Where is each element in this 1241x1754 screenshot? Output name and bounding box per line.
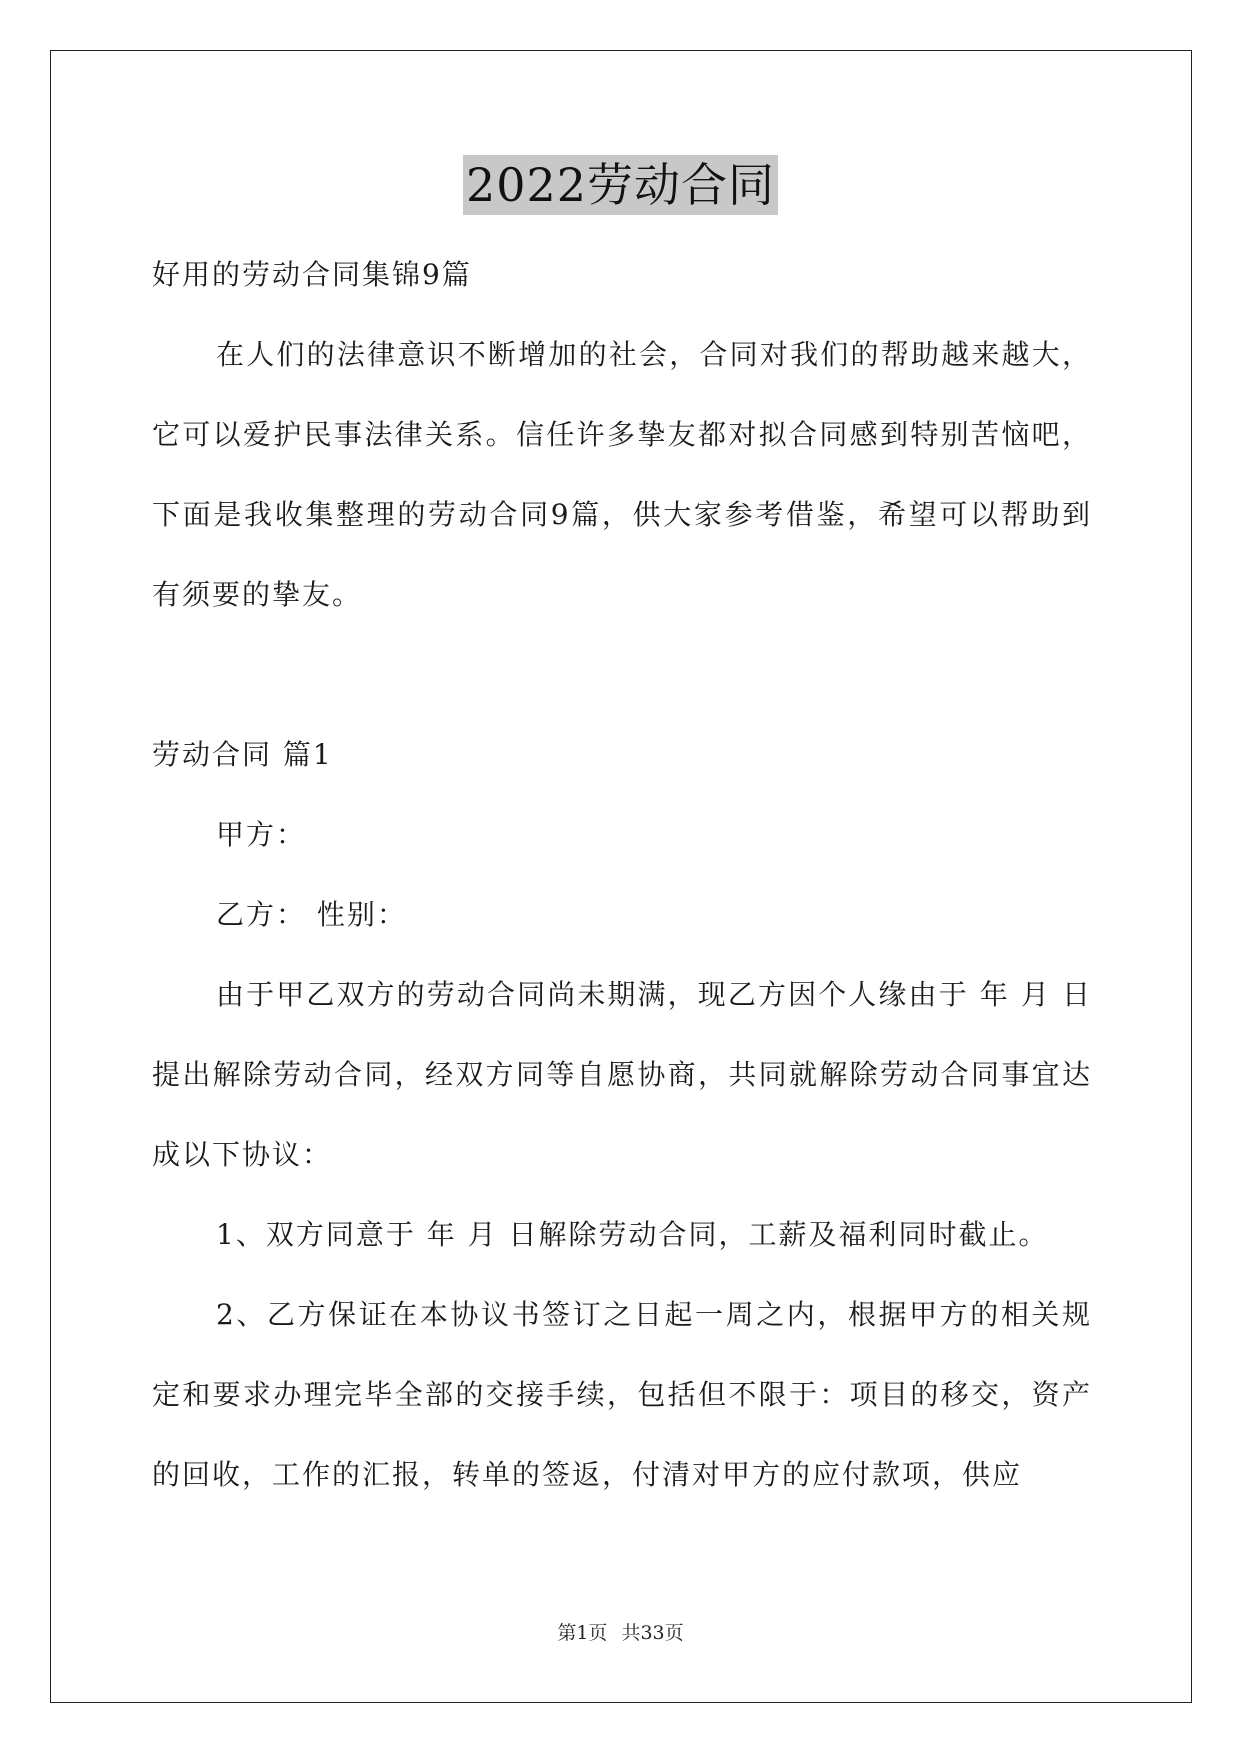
title-container	[0, 155, 1241, 215]
page-footer	[0, 1618, 1241, 1645]
intro-paragraph: 在人们的法律意识不断增加的社会，合同对我们的帮助越来越大，它可以爱护民事法律关系。信任许多挚友都对拟合同感到特别苦恼吧，下面是我收集整理的劳动合同9篇，供大家参考借鉴，希望可以帮助到有须要的挚友。	[152, 338, 1092, 611]
page-number: 第1页	[557, 1622, 608, 1644]
subtitle: 好用的劳动合同集锦9篇	[152, 258, 472, 291]
reason-paragraph: 由于甲乙双方的劳动合同尚未期满，现乙方因个人缘由于 年 月 日提出解除劳动合同，经双方同等自愿协商，共同就解除劳动合同事宜达成以下协议：	[152, 978, 1092, 1171]
party-a-line: 甲方：	[216, 818, 307, 851]
section-heading: 劳动合同 篇1	[152, 738, 333, 771]
page-total: 共33页	[621, 1622, 684, 1644]
clause-1: 1、双方同意于 年 月 日解除劳动合同，工薪及福利同时截止。	[216, 1218, 1049, 1251]
party-b-line: 乙方： 性别：	[216, 898, 407, 931]
clause-2: 2、乙方保证在本协议书签订之日起一周之内，根据甲方的相关规定和要求办理完毕全部的交接手续，包括但不限于：项目的移交，资产的回收，工作的汇报，转单的签返，付清对甲方的应付款项，供应	[152, 1298, 1092, 1491]
document-body	[152, 235, 1092, 1515]
document-title: 2022劳动合同	[463, 155, 778, 215]
